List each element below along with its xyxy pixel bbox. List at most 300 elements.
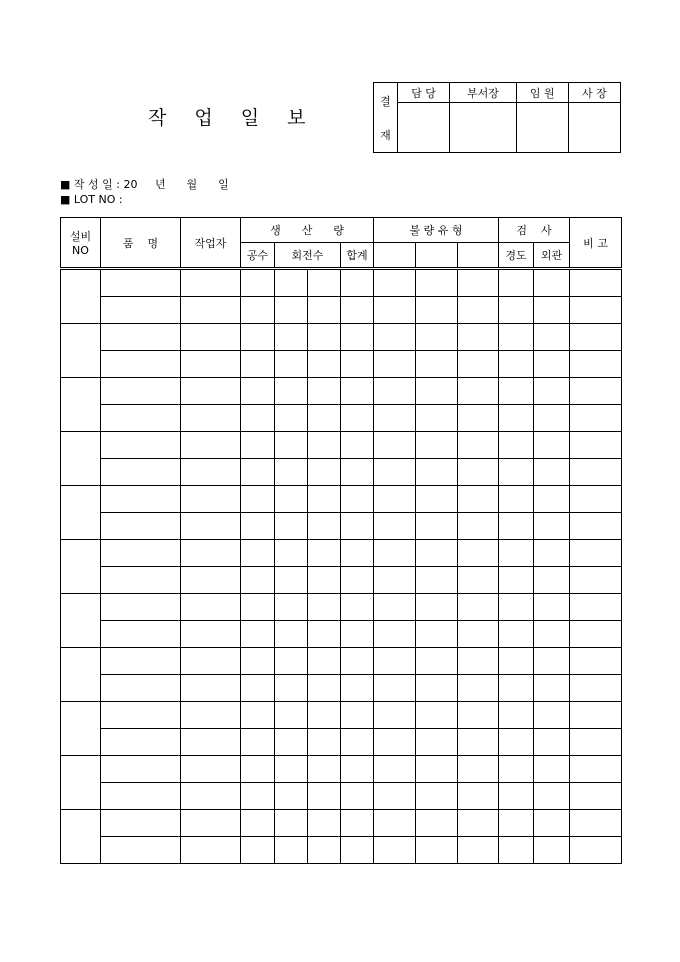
cell-item-name[interactable] xyxy=(101,513,181,540)
header-remarks: 비 고 xyxy=(570,218,622,269)
cell-defect-2[interactable] xyxy=(416,540,458,567)
cell-defect-3[interactable] xyxy=(458,269,499,297)
cell-rotations-a[interactable] xyxy=(275,810,308,837)
cell-worker[interactable] xyxy=(181,567,241,594)
cell-defect-1[interactable] xyxy=(374,621,416,648)
cell-defect-2[interactable] xyxy=(416,297,458,324)
cell-defect-1[interactable] xyxy=(374,324,416,351)
table-row xyxy=(61,837,622,864)
cell-hardness[interactable] xyxy=(499,486,534,513)
cell-equipment-no[interactable] xyxy=(61,432,101,486)
cell-man-hours[interactable] xyxy=(241,486,275,513)
cell-man-hours[interactable] xyxy=(241,621,275,648)
cell-defect-1[interactable] xyxy=(374,837,416,864)
cell-rotations-a[interactable] xyxy=(275,459,308,486)
cell-item-name[interactable] xyxy=(101,324,181,351)
cell-remarks[interactable] xyxy=(570,729,622,756)
cell-defect-2[interactable] xyxy=(416,513,458,540)
cell-appearance[interactable] xyxy=(534,756,570,783)
cell-remarks[interactable] xyxy=(570,756,622,783)
cell-item-name[interactable] xyxy=(101,269,181,297)
cell-defect-3[interactable] xyxy=(458,594,499,621)
cell-rotations-a[interactable] xyxy=(275,783,308,810)
cell-rotations-b[interactable] xyxy=(308,837,341,864)
cell-defect-2[interactable] xyxy=(416,783,458,810)
cell-hardness[interactable] xyxy=(499,459,534,486)
cell-appearance[interactable] xyxy=(534,378,570,405)
cell-rotations-a[interactable] xyxy=(275,297,308,324)
cell-remarks[interactable] xyxy=(570,513,622,540)
cell-worker[interactable] xyxy=(181,675,241,702)
cell-worker[interactable] xyxy=(181,432,241,459)
cell-total[interactable] xyxy=(341,432,374,459)
cell-hardness[interactable] xyxy=(499,594,534,621)
table-row xyxy=(61,594,622,621)
header-item-name: 품 명 xyxy=(101,218,181,269)
cell-rotations-b[interactable] xyxy=(308,648,341,675)
cell-rotations-a[interactable] xyxy=(275,432,308,459)
cell-rotations-a[interactable] xyxy=(275,702,308,729)
approval-sign-dept-head[interactable] xyxy=(450,103,517,153)
cell-man-hours[interactable] xyxy=(241,378,275,405)
cell-appearance[interactable] xyxy=(534,648,570,675)
cell-total[interactable] xyxy=(341,567,374,594)
header-equipment-line2: NO xyxy=(72,244,89,257)
cell-rotations-b[interactable] xyxy=(308,513,341,540)
cell-remarks[interactable] xyxy=(570,459,622,486)
cell-appearance[interactable] xyxy=(534,540,570,567)
cell-worker[interactable] xyxy=(181,486,241,513)
cell-rotations-a[interactable] xyxy=(275,324,308,351)
cell-total[interactable] xyxy=(341,783,374,810)
cell-defect-1[interactable] xyxy=(374,405,416,432)
cell-equipment-no[interactable] xyxy=(61,378,101,432)
cell-item-name[interactable] xyxy=(101,351,181,378)
cell-defect-3[interactable] xyxy=(458,513,499,540)
cell-defect-1[interactable] xyxy=(374,675,416,702)
cell-man-hours[interactable] xyxy=(241,756,275,783)
cell-defect-3[interactable] xyxy=(458,405,499,432)
cell-worker[interactable] xyxy=(181,621,241,648)
table-row xyxy=(61,540,622,567)
cell-total[interactable] xyxy=(341,837,374,864)
cell-remarks[interactable] xyxy=(570,540,622,567)
cell-rotations-a[interactable] xyxy=(275,378,308,405)
cell-defect-1[interactable] xyxy=(374,756,416,783)
cell-rotations-a[interactable] xyxy=(275,405,308,432)
cell-item-name[interactable] xyxy=(101,540,181,567)
cell-rotations-b[interactable] xyxy=(308,729,341,756)
cell-defect-3[interactable] xyxy=(458,810,499,837)
cell-rotations-b[interactable] xyxy=(308,297,341,324)
cell-remarks[interactable] xyxy=(570,324,622,351)
cell-man-hours[interactable] xyxy=(241,269,275,297)
cell-defect-3[interactable] xyxy=(458,567,499,594)
cell-worker[interactable] xyxy=(181,269,241,297)
cell-equipment-no[interactable] xyxy=(61,648,101,702)
cell-defect-3[interactable] xyxy=(458,621,499,648)
cell-rotations-b[interactable] xyxy=(308,351,341,378)
cell-rotations-a[interactable] xyxy=(275,513,308,540)
cell-defect-2[interactable] xyxy=(416,621,458,648)
cell-remarks[interactable] xyxy=(570,594,622,621)
table-row xyxy=(61,675,622,702)
date-line: ■ 작 성 일 : 20 년 월 일 xyxy=(60,178,229,191)
cell-hardness[interactable] xyxy=(499,269,534,297)
cell-man-hours[interactable] xyxy=(241,783,275,810)
cell-defect-3[interactable] xyxy=(458,486,499,513)
cell-item-name[interactable] xyxy=(101,675,181,702)
cell-man-hours[interactable] xyxy=(241,351,275,378)
cell-worker[interactable] xyxy=(181,702,241,729)
cell-rotations-a[interactable] xyxy=(275,351,308,378)
cell-item-name[interactable] xyxy=(101,486,181,513)
cell-defect-3[interactable] xyxy=(458,702,499,729)
cell-defect-3[interactable] xyxy=(458,324,499,351)
cell-hardness[interactable] xyxy=(499,729,534,756)
cell-defect-3[interactable] xyxy=(458,297,499,324)
cell-rotations-a[interactable] xyxy=(275,269,308,297)
approval-role-dept-head: 부서장 xyxy=(450,83,517,103)
cell-equipment-no[interactable] xyxy=(61,486,101,540)
cell-item-name[interactable] xyxy=(101,594,181,621)
cell-total[interactable] xyxy=(341,269,374,297)
table-row xyxy=(61,648,622,675)
cell-appearance[interactable] xyxy=(534,269,570,297)
cell-defect-3[interactable] xyxy=(458,756,499,783)
header-defect-1 xyxy=(374,243,416,269)
cell-item-name[interactable] xyxy=(101,810,181,837)
cell-hardness[interactable] xyxy=(499,756,534,783)
cell-remarks[interactable] xyxy=(570,405,622,432)
cell-remarks[interactable] xyxy=(570,648,622,675)
cell-remarks[interactable] xyxy=(570,378,622,405)
cell-total[interactable] xyxy=(341,648,374,675)
cell-defect-3[interactable] xyxy=(458,648,499,675)
cell-rotations-a[interactable] xyxy=(275,648,308,675)
cell-equipment-no[interactable] xyxy=(61,810,101,864)
header-hardness: 경도 xyxy=(499,243,534,269)
header-defect-3 xyxy=(458,243,499,269)
cell-defect-1[interactable] xyxy=(374,810,416,837)
cell-equipment-no[interactable] xyxy=(61,324,101,378)
cell-rotations-b[interactable] xyxy=(308,756,341,783)
approval-sign-staff[interactable] xyxy=(398,103,450,153)
cell-rotations-b[interactable] xyxy=(308,594,341,621)
cell-remarks[interactable] xyxy=(570,432,622,459)
cell-defect-3[interactable] xyxy=(458,432,499,459)
cell-appearance[interactable] xyxy=(534,837,570,864)
table-row xyxy=(61,810,622,837)
cell-worker[interactable] xyxy=(181,513,241,540)
cell-defect-3[interactable] xyxy=(458,351,499,378)
cell-defect-1[interactable] xyxy=(374,540,416,567)
cell-worker[interactable] xyxy=(181,324,241,351)
cell-defect-2[interactable] xyxy=(416,405,458,432)
cell-equipment-no[interactable] xyxy=(61,269,101,324)
cell-total[interactable] xyxy=(341,324,374,351)
cell-rotations-b[interactable] xyxy=(308,459,341,486)
cell-item-name[interactable] xyxy=(101,378,181,405)
cell-appearance[interactable] xyxy=(534,567,570,594)
cell-defect-3[interactable] xyxy=(458,459,499,486)
cell-remarks[interactable] xyxy=(570,675,622,702)
cell-remarks[interactable] xyxy=(570,702,622,729)
cell-item-name[interactable] xyxy=(101,756,181,783)
approval-sign-president[interactable] xyxy=(568,103,620,153)
cell-rotations-a[interactable] xyxy=(275,756,308,783)
cell-total[interactable] xyxy=(341,351,374,378)
cell-item-name[interactable] xyxy=(101,729,181,756)
cell-worker[interactable] xyxy=(181,351,241,378)
cell-hardness[interactable] xyxy=(499,648,534,675)
cell-defect-1[interactable] xyxy=(374,594,416,621)
cell-defect-2[interactable] xyxy=(416,324,458,351)
cell-defect-3[interactable] xyxy=(458,675,499,702)
cell-total[interactable] xyxy=(341,513,374,540)
cell-rotations-b[interactable] xyxy=(308,783,341,810)
cell-worker[interactable] xyxy=(181,378,241,405)
cell-man-hours[interactable] xyxy=(241,837,275,864)
cell-total[interactable] xyxy=(341,729,374,756)
cell-appearance[interactable] xyxy=(534,513,570,540)
header-appearance: 외관 xyxy=(534,243,570,269)
cell-defect-1[interactable] xyxy=(374,648,416,675)
cell-rotations-b[interactable] xyxy=(308,432,341,459)
table-row xyxy=(61,297,622,324)
cell-rotations-a[interactable] xyxy=(275,675,308,702)
cell-worker[interactable] xyxy=(181,648,241,675)
cell-defect-1[interactable] xyxy=(374,702,416,729)
cell-item-name[interactable] xyxy=(101,297,181,324)
cell-rotations-b[interactable] xyxy=(308,621,341,648)
cell-worker[interactable] xyxy=(181,783,241,810)
cell-defect-2[interactable] xyxy=(416,594,458,621)
cell-appearance[interactable] xyxy=(534,459,570,486)
header-total: 합계 xyxy=(341,243,374,269)
cell-defect-2[interactable] xyxy=(416,675,458,702)
cell-defect-2[interactable] xyxy=(416,702,458,729)
cell-hardness[interactable] xyxy=(499,351,534,378)
cell-defect-1[interactable] xyxy=(374,269,416,297)
cell-hardness[interactable] xyxy=(499,783,534,810)
cell-total[interactable] xyxy=(341,810,374,837)
cell-appearance[interactable] xyxy=(534,405,570,432)
cell-defect-2[interactable] xyxy=(416,648,458,675)
cell-item-name[interactable] xyxy=(101,459,181,486)
cell-man-hours[interactable] xyxy=(241,432,275,459)
cell-hardness[interactable] xyxy=(499,324,534,351)
cell-item-name[interactable] xyxy=(101,783,181,810)
cell-rotations-b[interactable] xyxy=(308,405,341,432)
cell-defect-3[interactable] xyxy=(458,378,499,405)
cell-defect-1[interactable] xyxy=(374,459,416,486)
cell-man-hours[interactable] xyxy=(241,297,275,324)
cell-worker[interactable] xyxy=(181,810,241,837)
cell-total[interactable] xyxy=(341,756,374,783)
cell-defect-1[interactable] xyxy=(374,783,416,810)
cell-rotations-b[interactable] xyxy=(308,486,341,513)
cell-hardness[interactable] xyxy=(499,702,534,729)
cell-defect-1[interactable] xyxy=(374,513,416,540)
cell-worker[interactable] xyxy=(181,459,241,486)
cell-appearance[interactable] xyxy=(534,594,570,621)
cell-defect-3[interactable] xyxy=(458,540,499,567)
cell-appearance[interactable] xyxy=(534,675,570,702)
cell-hardness[interactable] xyxy=(499,405,534,432)
cell-total[interactable] xyxy=(341,594,374,621)
cell-defect-1[interactable] xyxy=(374,729,416,756)
cell-total[interactable] xyxy=(341,378,374,405)
cell-item-name[interactable] xyxy=(101,648,181,675)
cell-man-hours[interactable] xyxy=(241,810,275,837)
cell-hardness[interactable] xyxy=(499,837,534,864)
cell-rotations-a[interactable] xyxy=(275,621,308,648)
cell-appearance[interactable] xyxy=(534,351,570,378)
cell-remarks[interactable] xyxy=(570,567,622,594)
approval-side-top: 결 xyxy=(380,94,391,108)
approval-sign-executive[interactable] xyxy=(516,103,568,153)
cell-total[interactable] xyxy=(341,675,374,702)
cell-appearance[interactable] xyxy=(534,324,570,351)
cell-rotations-a[interactable] xyxy=(275,729,308,756)
cell-appearance[interactable] xyxy=(534,729,570,756)
cell-worker[interactable] xyxy=(181,297,241,324)
cell-rotations-b[interactable] xyxy=(308,675,341,702)
cell-rotations-b[interactable] xyxy=(308,324,341,351)
cell-remarks[interactable] xyxy=(570,783,622,810)
cell-worker[interactable] xyxy=(181,594,241,621)
cell-remarks[interactable] xyxy=(570,810,622,837)
cell-equipment-no[interactable] xyxy=(61,756,101,810)
cell-man-hours[interactable] xyxy=(241,729,275,756)
cell-man-hours[interactable] xyxy=(241,702,275,729)
header-production: 생 산 량 xyxy=(241,218,374,243)
cell-man-hours[interactable] xyxy=(241,459,275,486)
cell-appearance[interactable] xyxy=(534,297,570,324)
cell-equipment-no[interactable] xyxy=(61,702,101,756)
cell-total[interactable] xyxy=(341,621,374,648)
cell-rotations-b[interactable] xyxy=(308,567,341,594)
cell-item-name[interactable] xyxy=(101,702,181,729)
cell-rotations-a[interactable] xyxy=(275,837,308,864)
cell-remarks[interactable] xyxy=(570,269,622,297)
cell-defect-1[interactable] xyxy=(374,486,416,513)
cell-rotations-a[interactable] xyxy=(275,486,308,513)
cell-rotations-a[interactable] xyxy=(275,594,308,621)
cell-total[interactable] xyxy=(341,702,374,729)
cell-defect-3[interactable] xyxy=(458,837,499,864)
cell-defect-2[interactable] xyxy=(416,486,458,513)
cell-defect-2[interactable] xyxy=(416,729,458,756)
cell-rotations-b[interactable] xyxy=(308,269,341,297)
cell-defect-2[interactable] xyxy=(416,269,458,297)
cell-man-hours[interactable] xyxy=(241,540,275,567)
cell-remarks[interactable] xyxy=(570,486,622,513)
cell-man-hours[interactable] xyxy=(241,594,275,621)
cell-defect-3[interactable] xyxy=(458,729,499,756)
cell-defect-2[interactable] xyxy=(416,351,458,378)
cell-total[interactable] xyxy=(341,405,374,432)
cell-defect-2[interactable] xyxy=(416,837,458,864)
cell-hardness[interactable] xyxy=(499,810,534,837)
cell-rotations-b[interactable] xyxy=(308,540,341,567)
cell-defect-1[interactable] xyxy=(374,567,416,594)
cell-hardness[interactable] xyxy=(499,378,534,405)
cell-remarks[interactable] xyxy=(570,837,622,864)
cell-worker[interactable] xyxy=(181,540,241,567)
cell-defect-2[interactable] xyxy=(416,378,458,405)
cell-appearance[interactable] xyxy=(534,432,570,459)
cell-defect-2[interactable] xyxy=(416,810,458,837)
cell-defect-1[interactable] xyxy=(374,351,416,378)
cell-total[interactable] xyxy=(341,540,374,567)
cell-total[interactable] xyxy=(341,297,374,324)
cell-man-hours[interactable] xyxy=(241,648,275,675)
cell-defect-1[interactable] xyxy=(374,378,416,405)
cell-item-name[interactable] xyxy=(101,432,181,459)
cell-man-hours[interactable] xyxy=(241,567,275,594)
cell-man-hours[interactable] xyxy=(241,405,275,432)
cell-worker[interactable] xyxy=(181,729,241,756)
cell-item-name[interactable] xyxy=(101,567,181,594)
cell-hardness[interactable] xyxy=(499,540,534,567)
cell-worker[interactable] xyxy=(181,756,241,783)
cell-man-hours[interactable] xyxy=(241,675,275,702)
cell-hardness[interactable] xyxy=(499,297,534,324)
cell-defect-2[interactable] xyxy=(416,432,458,459)
cell-remarks[interactable] xyxy=(570,297,622,324)
cell-appearance[interactable] xyxy=(534,783,570,810)
cell-item-name[interactable] xyxy=(101,405,181,432)
cell-item-name[interactable] xyxy=(101,837,181,864)
page-title: 작 업 일 보 xyxy=(148,107,307,129)
cell-worker[interactable] xyxy=(181,405,241,432)
cell-total[interactable] xyxy=(341,486,374,513)
cell-item-name[interactable] xyxy=(101,621,181,648)
cell-appearance[interactable] xyxy=(534,621,570,648)
cell-appearance[interactable] xyxy=(534,702,570,729)
cell-worker[interactable] xyxy=(181,837,241,864)
cell-total[interactable] xyxy=(341,459,374,486)
cell-hardness[interactable] xyxy=(499,513,534,540)
cell-defect-2[interactable] xyxy=(416,756,458,783)
cell-rotations-a[interactable] xyxy=(275,540,308,567)
cell-man-hours[interactable] xyxy=(241,513,275,540)
cell-rotations-b[interactable] xyxy=(308,810,341,837)
cell-equipment-no[interactable] xyxy=(61,540,101,594)
cell-appearance[interactable] xyxy=(534,486,570,513)
cell-equipment-no[interactable] xyxy=(61,594,101,648)
cell-hardness[interactable] xyxy=(499,432,534,459)
cell-defect-1[interactable] xyxy=(374,432,416,459)
cell-man-hours[interactable] xyxy=(241,324,275,351)
cell-rotations-b[interactable] xyxy=(308,378,341,405)
cell-defect-1[interactable] xyxy=(374,297,416,324)
cell-remarks[interactable] xyxy=(570,351,622,378)
cell-hardness[interactable] xyxy=(499,675,534,702)
cell-defect-2[interactable] xyxy=(416,567,458,594)
cell-remarks[interactable] xyxy=(570,621,622,648)
cell-hardness[interactable] xyxy=(499,621,534,648)
cell-hardness[interactable] xyxy=(499,567,534,594)
cell-defect-3[interactable] xyxy=(458,783,499,810)
cell-appearance[interactable] xyxy=(534,810,570,837)
cell-rotations-a[interactable] xyxy=(275,567,308,594)
cell-rotations-b[interactable] xyxy=(308,702,341,729)
table-row xyxy=(61,756,622,783)
cell-defect-2[interactable] xyxy=(416,459,458,486)
